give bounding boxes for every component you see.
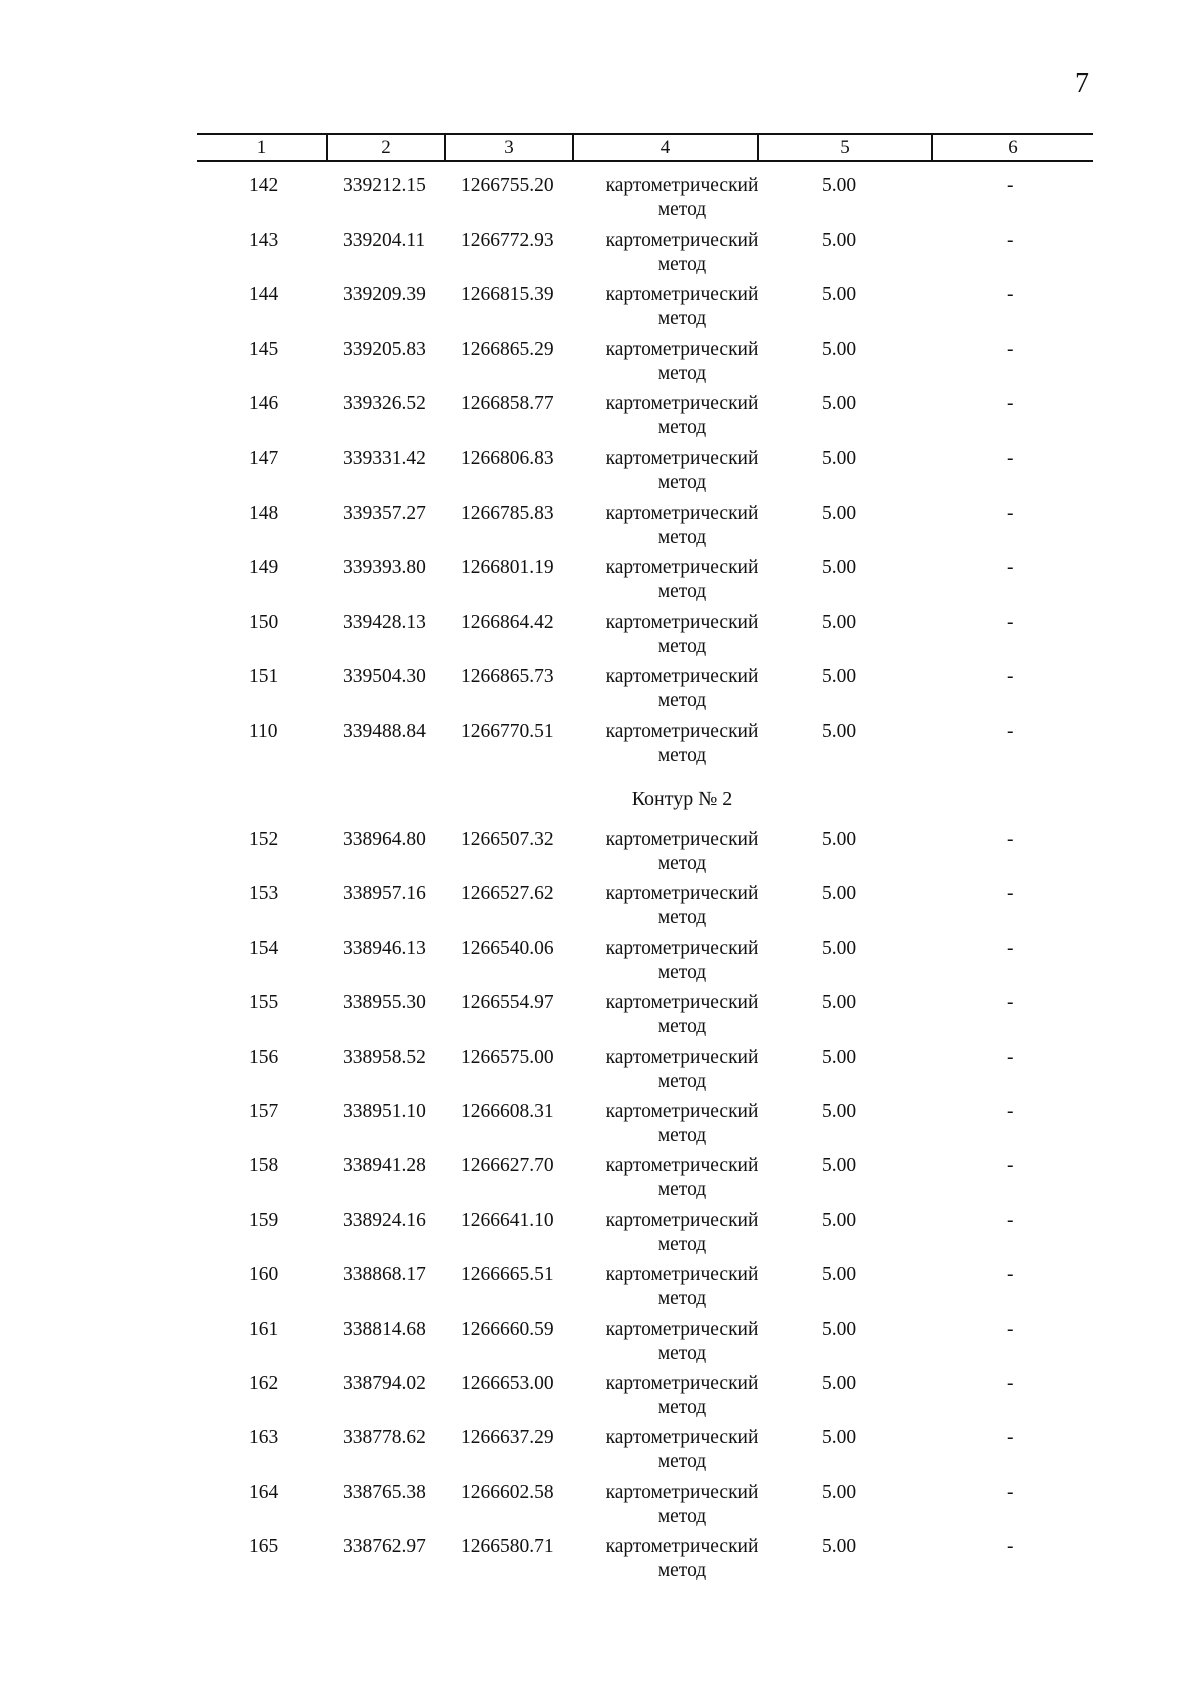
table-row [197, 882, 1093, 934]
method-cell [577, 1100, 787, 1148]
method-line-1: картометрический [605, 1318, 759, 1340]
point-number: 150 [249, 611, 279, 633]
method-line-2: метод [657, 1397, 707, 1418]
table-row [197, 1318, 1093, 1370]
method-cell [577, 1481, 787, 1529]
coordinate-x: 338955.30 [343, 992, 426, 1014]
method-cell [577, 447, 787, 495]
table-row [197, 937, 1093, 989]
column-header: 2 [381, 137, 391, 158]
coordinate-x: 338964.80 [343, 829, 426, 850]
precision-value: 5.00 [822, 992, 857, 1014]
method-line-2: метод [657, 1179, 707, 1201]
method-line-1: картометрический [605, 502, 759, 524]
table-row [197, 502, 1093, 554]
method-cell [577, 665, 787, 713]
note-value: - [1007, 175, 1014, 196]
point-number: 153 [249, 883, 279, 905]
coordinate-y: 1266653.00 [461, 1373, 554, 1394]
point-number: 154 [249, 937, 279, 959]
coordinate-x: 338951.10 [343, 1101, 426, 1122]
method-cell [577, 882, 787, 930]
coordinate-x: 338762.97 [343, 1536, 426, 1558]
point-number: 156 [249, 1046, 279, 1068]
coordinate-y: 1266540.06 [461, 937, 554, 959]
coordinate-y: 1266527.62 [461, 883, 554, 905]
method-cell [577, 611, 787, 659]
method-cell [577, 1535, 787, 1583]
coordinate-y: 1266507.32 [461, 829, 554, 850]
point-number: 149 [249, 557, 279, 579]
table-row [197, 174, 1093, 226]
coordinate-x: 338868.17 [343, 1264, 426, 1286]
method-line-1: картометрический [605, 1264, 759, 1286]
point-number: 110 [249, 721, 278, 742]
precision-value: 5.00 [822, 1209, 857, 1231]
point-number: 155 [249, 992, 279, 1014]
coordinate-x: 339212.15 [343, 175, 426, 196]
table-row [197, 720, 1093, 772]
coordinate-y: 1266858.77 [461, 393, 554, 415]
note-value: - [1007, 1481, 1014, 1503]
method-line-2: метод [657, 199, 707, 220]
point-number: 165 [249, 1536, 279, 1558]
coordinate-x: 338794.02 [343, 1373, 426, 1394]
coordinate-x: 339326.52 [343, 393, 426, 415]
precision-value: 5.00 [822, 611, 857, 633]
method-cell [577, 720, 787, 768]
coordinate-y: 1266865.73 [461, 666, 554, 688]
coordinate-x: 338958.52 [343, 1046, 426, 1068]
note-value: - [1007, 1155, 1014, 1177]
note-value: - [1007, 1536, 1014, 1558]
precision-value: 5.00 [822, 1101, 857, 1122]
method-line-1: картометрический [605, 557, 759, 579]
coordinate-x: 339488.84 [343, 721, 426, 742]
method-line-2: метод [657, 1070, 707, 1092]
column-header: 6 [1008, 137, 1018, 158]
precision-value: 5.00 [822, 557, 857, 579]
coordinate-x: 339357.27 [343, 502, 426, 524]
method-line-1: картометрический [605, 937, 759, 959]
note-value: - [1007, 1209, 1014, 1231]
point-number: 161 [249, 1318, 279, 1340]
note-value: - [1007, 1427, 1014, 1449]
method-cell [577, 1318, 787, 1366]
point-number: 164 [249, 1481, 279, 1503]
method-cell [577, 283, 787, 331]
method-line-1: картометрический [605, 175, 759, 196]
method-line-2: метод [657, 853, 707, 874]
table-row [197, 556, 1093, 608]
precision-value: 5.00 [822, 229, 857, 251]
point-number: 151 [249, 666, 279, 688]
note-value: - [1007, 1101, 1014, 1122]
coordinate-x: 338957.16 [343, 883, 426, 905]
note-value: - [1007, 393, 1014, 415]
coordinate-y: 1266627.70 [461, 1155, 554, 1177]
point-number: 146 [249, 393, 279, 415]
table-row [197, 1100, 1093, 1152]
coordinate-y: 1266554.97 [461, 992, 554, 1014]
precision-value: 5.00 [822, 883, 857, 905]
method-line-2: метод [657, 1233, 707, 1255]
method-line-2: метод [657, 308, 707, 330]
precision-value: 5.00 [822, 1481, 857, 1503]
table-row [197, 665, 1093, 717]
note-value: - [1007, 1318, 1014, 1340]
method-line-1: картометрический [605, 1481, 759, 1503]
table-header [197, 133, 1093, 162]
coordinate-y: 1266580.71 [461, 1536, 554, 1558]
method-cell [577, 1263, 787, 1311]
note-value: - [1007, 1373, 1014, 1394]
table-row [197, 1154, 1093, 1206]
method-cell [577, 991, 787, 1039]
coordinate-y: 1266865.29 [461, 338, 554, 360]
precision-value: 5.00 [822, 666, 857, 688]
table-row [197, 229, 1093, 281]
table-row [197, 1481, 1093, 1533]
coordinate-y: 1266772.93 [461, 229, 554, 251]
coordinate-x: 338941.28 [343, 1155, 426, 1177]
coordinate-y: 1266575.00 [461, 1046, 554, 1068]
point-number: 152 [249, 829, 279, 850]
table-row [197, 1263, 1093, 1315]
coordinate-x: 338765.38 [343, 1481, 426, 1503]
precision-value: 5.00 [822, 448, 857, 469]
method-line-1: картометрический [605, 1373, 759, 1394]
method-line-1: картометрический [605, 611, 759, 633]
method-line-1: картометрический [605, 829, 759, 850]
method-line-1: картометрический [605, 992, 759, 1014]
coordinate-y: 1266801.19 [461, 557, 554, 579]
method-line-2: метод [657, 472, 707, 493]
column-header: 5 [840, 137, 850, 158]
note-value: - [1007, 883, 1014, 905]
method-line-2: метод [657, 961, 707, 983]
precision-value: 5.00 [822, 1318, 857, 1340]
table-row [197, 1535, 1093, 1587]
note-value: - [1007, 611, 1014, 633]
note-value: - [1007, 284, 1014, 306]
method-line-1: картометрический [605, 393, 759, 415]
coordinate-y: 1266864.42 [461, 611, 554, 633]
method-line-2: метод [657, 745, 707, 766]
page-number: 7 [1075, 68, 1089, 99]
coordinate-y: 1266785.83 [461, 502, 554, 524]
coordinate-y: 1266770.51 [461, 721, 554, 742]
method-cell [577, 828, 787, 876]
method-line-2: метод [657, 1451, 707, 1473]
column-header: 1 [256, 137, 267, 158]
precision-value: 5.00 [822, 338, 857, 360]
note-value: - [1007, 1264, 1014, 1286]
coordinate-x: 339331.42 [343, 448, 426, 469]
precision-value: 5.00 [822, 393, 857, 415]
table-row [197, 338, 1093, 390]
point-number: 147 [249, 448, 279, 469]
table-row [197, 611, 1093, 663]
coordinate-y: 1266806.83 [461, 448, 554, 469]
note-value: - [1007, 557, 1014, 579]
note-value: - [1007, 229, 1014, 251]
method-line-2: метод [657, 526, 707, 548]
precision-value: 5.00 [822, 1046, 857, 1068]
method-cell [577, 1209, 787, 1257]
coordinate-x: 338924.16 [343, 1209, 426, 1231]
coordinate-y: 1266660.59 [461, 1318, 554, 1340]
method-line-1: картометрический [605, 1101, 759, 1122]
method-line-2: метод [657, 253, 707, 275]
precision-value: 5.00 [822, 1264, 857, 1286]
coordinate-x: 338946.13 [343, 937, 426, 959]
method-line-1: картометрический [605, 666, 759, 688]
coordinate-x: 339209.39 [343, 284, 426, 306]
method-cell [577, 1426, 787, 1474]
method-line-1: картометрический [605, 721, 759, 742]
method-line-1: картометрический [605, 1427, 759, 1449]
method-line-2: метод [657, 581, 707, 603]
coordinate-x: 338778.62 [343, 1427, 426, 1449]
precision-value: 5.00 [822, 1427, 857, 1449]
method-line-2: метод [657, 417, 707, 439]
precision-value: 5.00 [822, 284, 857, 306]
method-cell [577, 1046, 787, 1094]
method-cell [577, 229, 787, 277]
method-line-1: картометрический [605, 1046, 759, 1068]
coordinate-y: 1266637.29 [461, 1427, 554, 1449]
method-line-2: метод [657, 635, 707, 657]
method-line-2: метод [657, 1016, 707, 1038]
method-line-1: картометрический [605, 229, 759, 251]
table-row [197, 392, 1093, 444]
coordinate-y: 1266602.58 [461, 1481, 554, 1503]
precision-value: 5.00 [822, 721, 857, 742]
method-line-2: метод [657, 690, 707, 712]
point-number: 157 [249, 1101, 279, 1122]
table-row [197, 1426, 1093, 1478]
precision-value: 5.00 [822, 1536, 857, 1558]
method-line-1: картометрический [605, 1155, 759, 1177]
method-cell [577, 556, 787, 604]
point-number: 142 [249, 175, 279, 196]
coordinate-x: 339393.80 [343, 557, 426, 579]
point-number: 159 [249, 1209, 279, 1231]
method-line-2: метод [657, 1125, 707, 1146]
method-line-1: картометрический [605, 1536, 759, 1558]
point-number: 162 [249, 1373, 279, 1394]
method-line-1: картометрический [605, 284, 759, 306]
precision-value: 5.00 [822, 829, 857, 850]
method-cell [577, 502, 787, 550]
method-line-2: метод [657, 1288, 707, 1310]
precision-value: 5.00 [822, 937, 857, 959]
precision-value: 5.00 [822, 1155, 857, 1177]
point-number: 145 [249, 338, 279, 360]
precision-value: 5.00 [822, 1373, 857, 1394]
method-line-1: картометрический [605, 338, 759, 360]
coordinate-y: 1266665.51 [461, 1264, 554, 1286]
note-value: - [1007, 721, 1014, 742]
coordinate-y: 1266608.31 [461, 1101, 554, 1122]
table-row [197, 1209, 1093, 1261]
method-cell [577, 1372, 787, 1420]
method-line-2: метод [657, 907, 707, 929]
coordinate-y: 1266755.20 [461, 175, 554, 196]
method-line-2: метод [657, 362, 707, 384]
coordinate-y: 1266815.39 [461, 284, 554, 306]
method-line-2: метод [657, 1342, 707, 1364]
note-value: - [1007, 937, 1014, 959]
method-cell [577, 338, 787, 386]
method-cell [577, 174, 787, 222]
method-line-2: метод [657, 1560, 707, 1582]
note-value: - [1007, 992, 1014, 1014]
column-header: 4 [660, 137, 671, 158]
note-value: - [1007, 666, 1014, 688]
point-number: 148 [249, 502, 279, 524]
coordinate-y: 1266641.10 [461, 1209, 554, 1231]
point-number: 158 [249, 1155, 279, 1177]
precision-value: 5.00 [822, 175, 857, 196]
contour-heading: Контур № 2 [631, 788, 733, 810]
precision-value: 5.00 [822, 502, 857, 524]
table-row [197, 991, 1093, 1043]
method-line-1: картометрический [605, 883, 759, 905]
point-number: 163 [249, 1427, 279, 1449]
column-header: 3 [504, 137, 514, 158]
method-line-2: метод [657, 1505, 707, 1527]
table-row [197, 1046, 1093, 1098]
table-row [197, 828, 1093, 880]
method-line-1: картометрический [605, 448, 759, 469]
point-number: 160 [249, 1264, 279, 1286]
note-value: - [1007, 502, 1014, 524]
table-row [197, 447, 1093, 499]
coordinate-x: 339204.11 [343, 229, 426, 251]
method-cell [577, 392, 787, 440]
note-value: - [1007, 829, 1014, 850]
point-number: 143 [249, 229, 279, 251]
coordinate-x: 339205.83 [343, 338, 426, 360]
table-row [197, 1372, 1093, 1424]
coordinate-x: 339428.13 [343, 611, 426, 633]
point-number: 144 [249, 284, 279, 306]
note-value: - [1007, 338, 1014, 360]
note-value: - [1007, 448, 1014, 469]
coordinate-x: 338814.68 [343, 1318, 426, 1340]
note-value: - [1007, 1046, 1014, 1068]
method-cell [577, 937, 787, 985]
coordinate-x: 339504.30 [343, 666, 426, 688]
table-row [197, 283, 1093, 335]
method-cell [577, 1154, 787, 1202]
method-line-1: картометрический [605, 1209, 759, 1231]
